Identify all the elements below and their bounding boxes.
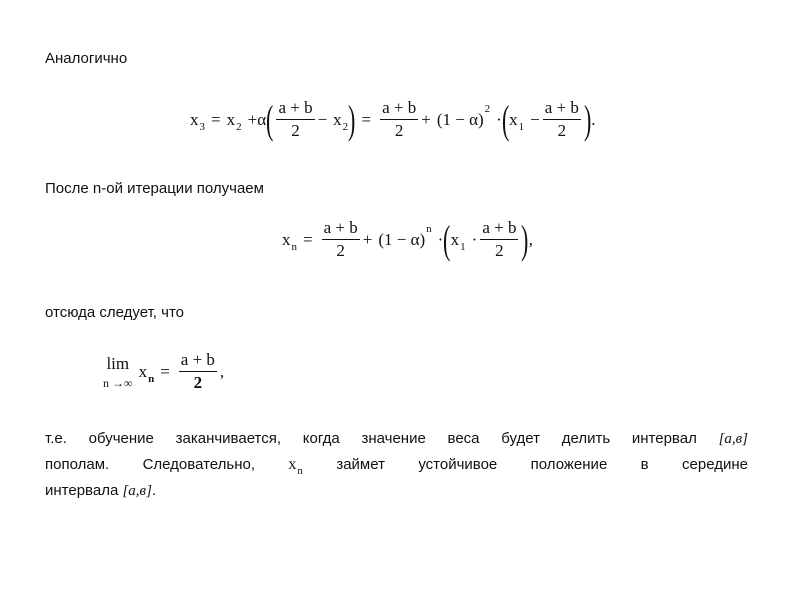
comma: , [528, 229, 534, 249]
left-paren: ( [266, 96, 274, 142]
fraction-a-plus-b-over-2: $\frac{a + b}{2}$ [180, 350, 215, 392]
period: . [591, 109, 596, 129]
paragraph-posle-n-oy-iteratsii: После n-ой итерации получаем [45, 180, 264, 197]
var-x3: $x_3$ [190, 109, 205, 133]
fraction-a-plus-b-over-2: $\frac{a + b}{2}$ [482, 218, 517, 260]
dot-operator: · [496, 109, 502, 129]
right-paren: ) [583, 96, 592, 142]
line2-text-b: займет устойчивое положение в середине [336, 456, 749, 473]
lim-subscript: n →∞ [103, 376, 133, 390]
left-paren: ( [501, 96, 510, 142]
var-x1: $x_1$ [509, 109, 525, 133]
limit-operator [103, 354, 133, 389]
comma: , [219, 361, 225, 381]
equation-xn [282, 218, 533, 261]
line2-text-a: пополам. Следовательно, [45, 456, 255, 473]
minus-sign: − [530, 109, 540, 129]
paragraph-analogichno: Аналогично [45, 50, 128, 67]
equals-sign: = [160, 361, 170, 381]
exponent-2: 2 [484, 102, 491, 115]
fraction-a-plus-b-over-2: $\frac{a + b}{2}$ [382, 98, 417, 140]
equals-sign: = [361, 109, 372, 129]
alpha-symbol: α [257, 109, 267, 129]
equals-sign: = [211, 109, 221, 129]
left-paren: ( [443, 216, 451, 262]
period: . [151, 482, 157, 499]
equals-sign: = [303, 229, 313, 249]
plus-sign: + [421, 109, 431, 129]
right-paren: ) [348, 96, 356, 142]
var-xn: $x_n$ [282, 229, 297, 253]
interval-ab: [a,в] [122, 483, 152, 499]
dot-operator: · [437, 229, 444, 249]
equation-limit [103, 350, 224, 393]
line3-text: интервала [45, 482, 119, 499]
plus-sign: + [362, 229, 373, 249]
right-paren: ) [521, 216, 529, 262]
final-paragraph-line-3 [45, 482, 156, 500]
interval-ab: [a,в] [718, 431, 749, 447]
var-x2: $x_2$ [226, 109, 242, 133]
final-paragraph-line-1 [45, 428, 748, 450]
var-x1: $x_1$ [450, 229, 466, 253]
line1-text: т.е. обучение заканчивается, когда значение веса будет делить интервал [45, 430, 697, 447]
plus-sign: + [247, 109, 258, 129]
exponent-n: n [426, 222, 432, 235]
minus-sign: − [317, 109, 328, 129]
fraction-a-plus-b-over-2: $\frac{a + b}{2}$ [323, 218, 358, 260]
one-minus-alpha: (1 − α) [436, 109, 484, 129]
final-paragraph-line-2 [45, 454, 748, 477]
lim-label: lim [106, 354, 130, 373]
paragraph-otsyuda-sleduet: отсюда следует, что [45, 304, 184, 321]
var-x2: $x_2$ [333, 109, 349, 133]
equation-x3 [190, 98, 595, 141]
one-minus-alpha: (1 − α) [378, 229, 426, 249]
fraction-a-plus-b-over-2: $\frac{a + b}{2}$ [278, 98, 313, 140]
dot-operator: · [471, 229, 478, 249]
var-xn: $x_n$ [138, 361, 155, 385]
fraction-a-plus-b-over-2: $\frac{a + b}{2}$ [544, 98, 579, 140]
var-xn: $x_n$ [288, 456, 303, 477]
